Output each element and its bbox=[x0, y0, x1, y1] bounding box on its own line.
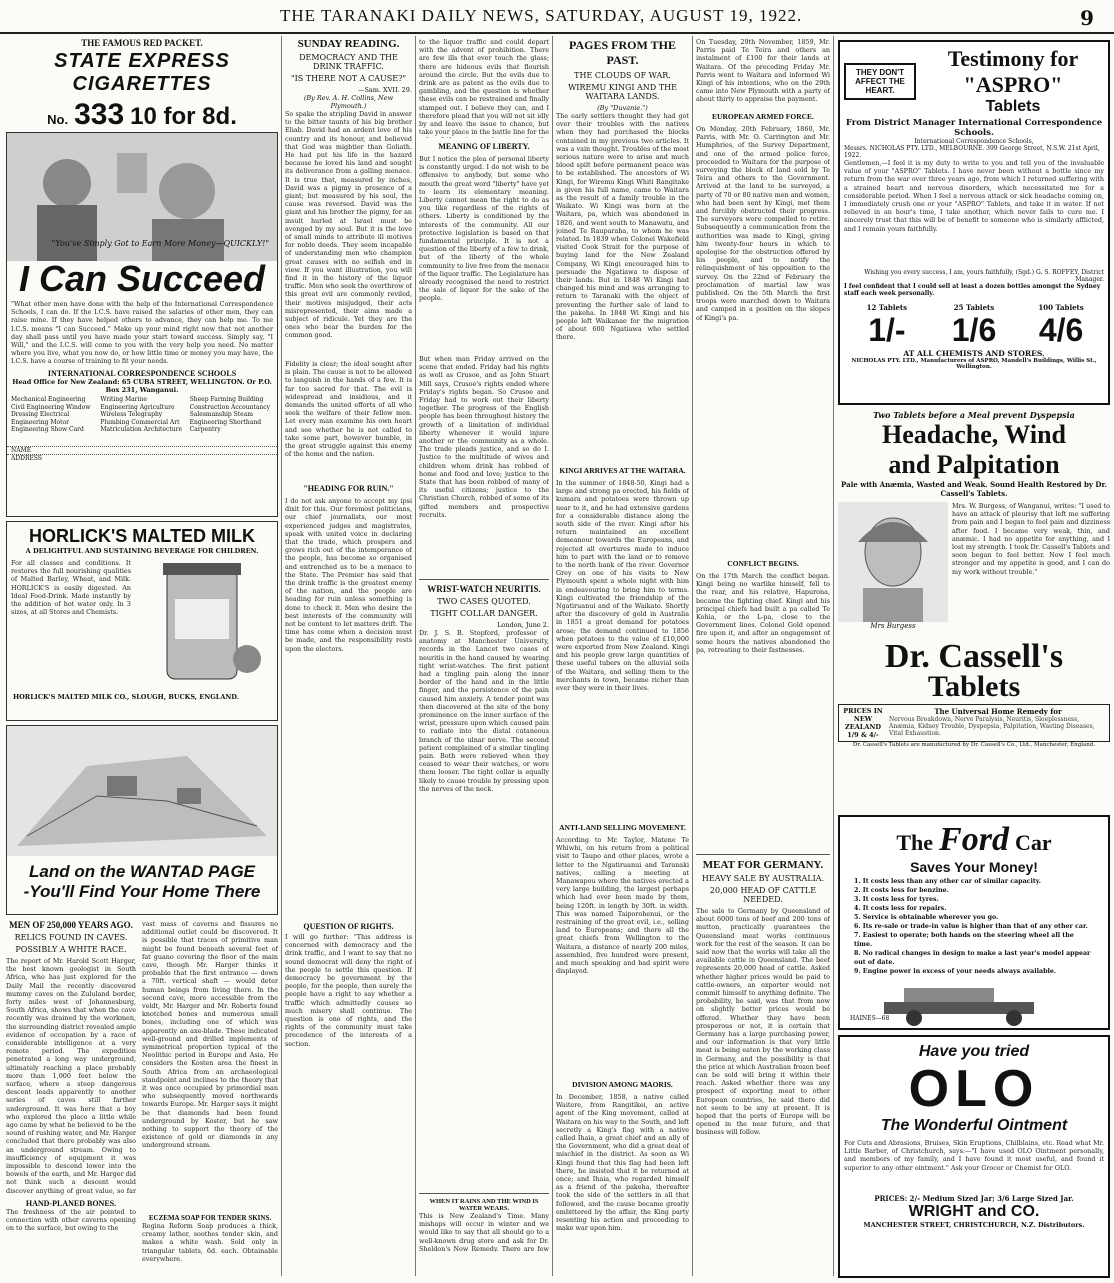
article-subtitle: RELICS FOUND IN CAVES. bbox=[14, 933, 128, 942]
article-title: SUNDAY READING. bbox=[297, 38, 400, 50]
dateline: London, June 2. bbox=[497, 621, 549, 629]
price: 10 for 8d. bbox=[130, 103, 237, 128]
article-body: The sale to Germany by Queensland of about 6000 tons of beef and 200 tons of mutton, practically guarantees the Queensland meat works continuous work for the rest of the season. It can be said now that the works will take all the available cattle in Queensland. The beef represents 20,000 head of cattle. Asked whether higher prices would be paid to cattle-owners, an exporter would not commit himself to anything definite. The probability, he said, was that from now on slightly better prices would be offered. Whether they have been prosperous or not, it is certain that Germany has a large purchasing power, and our information is that very little meat is being eaten by the working class in Germany, and the possibility is that the price at which Australian frozen beef can be sold will bring it within their reach. Asked whether there was any prospect of exporting meat to other European countries, he said there did not seem to be any at present. It is hoped that the ports of Europe will be opened in the near future, and that business will follow. bbox=[696, 907, 830, 1137]
aspro-title: Testimony for "ASPRO" bbox=[947, 46, 1079, 97]
article-subhead: HAND-PLANED BONES. bbox=[25, 1199, 117, 1208]
olo-top: Have you tried bbox=[918, 1043, 1030, 1060]
article-subtitle: TIGHT COLLAR DANGER. bbox=[430, 609, 538, 618]
sunday-reading-article bbox=[285, 38, 412, 920]
olo-prices: PRICES: 2/- Medium Sized Jar; 3/6 Large Sized Jar. bbox=[874, 1194, 1074, 1203]
article-body: Dr. J. S. B. Stopford, professor of anatomy at Manchester University, records in the Lancet two cases of neuritis in the hand caused by wearing tight wrist-watches. The first patient had a tingling pain along the inner border of the hand and in the little finger, and the persistence of the pain caused him anxiety. A tender point was then discovered at the site of the bony prominence on the inner surface of the wrist, pressure upon which caused pain to radiate into the distal cutaneous branch of the ulnar nerve. The second patient complained of a similar tingling pain. Both were relieved when they ceased to wear their watches, or wore them looser. The tight collar is equally likely to cause trouble by pressing upon the nerves of the neck. bbox=[419, 629, 549, 793]
article-subhead: "HEADING FOR RUIN." bbox=[303, 484, 394, 493]
article-body: to the liquor traffic and could depart with the advent of prohibition. There are few ills that ever touch the glass; there are hideous evils that flourish around the circle. But the evils due to drink are as patent as the evils due to gambling, and the question is whether these evils can be restrained and finally stamped out. I believe they can, and I therefore plead that you will not sit idly by and leave the issue to chance, but take your place in the battle line for the bbox=[419, 38, 549, 137]
cassell-prices: PRICES IN NEW ZEALAND 1/9 & 4/- bbox=[843, 707, 883, 739]
eczema-body: Regina Reform Soap produces a thick, creamy lather, soothes tender skin, and makes a white wash. Sold only in triangular tablets, 6d. each. Obtainable everywhere. bbox=[142, 1222, 278, 1262]
ford-points bbox=[844, 875, 1104, 978]
divider bbox=[696, 854, 830, 855]
cassell-testimony: Mrs. W. Burgess, of Wanganui, writes: "I used to have an attack of pleurisy that left me suffering from pain and I began to feel pain and dizziness after food. I became very weak, thin, and anæmic. I had no appetite for anything, and I lost my strength. I took Dr. Cassell's Tablets and soon began to feel better. Now I feel much stronger and my appetite is good, and I can do my work without trouble." bbox=[952, 502, 1110, 576]
article-subtitle: DEMOCRACY AND THE DRINK TRAFFIC. bbox=[299, 53, 398, 71]
wrist-watch-article bbox=[419, 575, 549, 1275]
ford-car: Car bbox=[1014, 830, 1052, 855]
brand-name: STATE EXPRESS CIGARETTES bbox=[54, 50, 230, 95]
ics-form-address[interactable]: ADDRESS bbox=[7, 454, 277, 462]
ford-point: 3. It costs less for tyres. bbox=[854, 896, 939, 903]
ford-brand: Ford bbox=[939, 821, 1009, 858]
article-body: So spake the stripling David in answer to the bitter taunts of his big brother Eliab. David had an ardent love of his country and its honour, and believed that God was mightier than Goliath. He had put his life in the hazard because he loved his land and sought its deliverance from a galling menace. It is true that, measured by inches, David was a pigmy in presence of a giant; but measured by his soul, the cause was reversed. David was the giant and his brother the pigmy, for an insult hurled at Israel must be avenged by my soul. But it is the love of small minds to attribute ill motives for noble deeds. They seem incapable of understanding men who champion great causes with no selfish end in view. If you want illustration, you will find it in the history of the liquor traffic. Men who seek the overthrow of this great evil are commonly reviled, their motives misjudged, their acts misrepresented, their aims made a subject of ridicule. Yet they are the ones who bear the burden for the common good. bbox=[285, 110, 412, 340]
pack-label: 25 Tablets bbox=[953, 303, 995, 312]
aspro-header bbox=[844, 46, 1104, 116]
article-subhead: CONFLICT BEGINS. bbox=[727, 559, 799, 568]
olo-address: MANCHESTER STREET, CHRISTCHURCH, N.Z. Distributors. bbox=[863, 1221, 1085, 1229]
wantad-line2: -You'll Find Your Home There bbox=[23, 882, 261, 901]
aspro-note: I feel confident that I could sell at least a dozen bottles amongst the Sydney staff each week personally. bbox=[844, 283, 1101, 297]
aspro-title-block bbox=[922, 46, 1104, 116]
ford-point: 6. Its re-sale or trade-in value is higher than that of any other car. bbox=[854, 923, 1088, 930]
horlicks-tagline: A DELIGHTFUL AND SUSTAINING BEVERAGE FOR CHILDREN. bbox=[25, 547, 259, 555]
horlicks-jar-icon bbox=[137, 559, 267, 689]
article-subtitle: HEAVY SALE BY AUSTRALIA. bbox=[701, 874, 825, 883]
cassell-footer: Dr. Cassell's Tablets are manufactured by Dr. Cassell's Co., Ltd., Manchester, England. bbox=[852, 742, 1096, 748]
article-body: But I notice the plea of personal liberty is constantly urged. I do not wish to be offensive to anybody, but some who mouth the great word "liberty" have yet to learn its elementary meaning. Liberty cannot mean the right to do as you like regardless of the rights of others. Liberty is conditioned by the interests of the community. All our protective legislation is based on that fundamental principle. It is not a question of the liberty of a few to drink, but of the liberty of the whole community to live free from the menace of the liquor traffic. The Legislature has already recognised the need to restrict the sale of liquor for the sake of the people. bbox=[419, 155, 549, 303]
article-subtitle: WIREMU KINGI AND THE WAITARA LANDS. bbox=[568, 83, 677, 101]
column-rule bbox=[833, 36, 834, 1276]
pack-price: 1/6 bbox=[951, 312, 997, 348]
horlicks-maker: HORLICK'S MALTED MILK CO., SLOUGH, BUCKS, ENGLAND. bbox=[13, 693, 239, 701]
article-body: On Tuesday, 29th November, 1859, Mr. Parris paid Te Teira and others an instalment of £100 for their lands at Waitara. Of the preceding Friday Mr. Parris went to Waitara and informed Wi Kingi of his intentions, who on the 29th came into New Plymouth with a party of about thirty to appraise the payment. bbox=[696, 38, 830, 104]
cassell-content bbox=[838, 502, 1110, 632]
article-subhead: ANTI-LAND SELLING MOVEMENT. bbox=[559, 823, 686, 832]
cassell-universal: The Universal Home Remedy for bbox=[934, 707, 1062, 716]
aspro-tablets: Tablets bbox=[985, 98, 1041, 115]
ford-point: 9. Engine power in excess of your needs always available. bbox=[854, 968, 1057, 975]
aspro-from: From District Manager International Correspondence Schools. bbox=[845, 118, 1103, 138]
aspro-signoff: Wishing you every success, I am, yours faithfully, (Sgd.) G. S. ROFFEY, District Manager. bbox=[864, 269, 1104, 283]
aspro-prices bbox=[844, 303, 1104, 349]
meat-for-germany-article bbox=[696, 850, 830, 1278]
state-express-ad bbox=[6, 38, 278, 128]
ics-schools: INTERNATIONAL CORRESPONDENCE SCHOOLS bbox=[47, 369, 237, 378]
eczema-title: ECZEMA SOAP FOR TENDER SKINS. bbox=[148, 1214, 272, 1222]
ford-point: 2. It costs less for benzine. bbox=[854, 887, 949, 894]
article-subtitle: "IS THERE NOT A CAUSE?" bbox=[290, 74, 407, 83]
article-subtitle: POSSIBLY A WHITE RACE. bbox=[15, 945, 127, 954]
cassell-headline: and Palpitation bbox=[888, 450, 1060, 479]
article-body: On the 17th March the conflict began. Kingi being no warlike himself, fell to the rear, and his relative, Hapurona, became the fighting chief. Kingi and his principal chiefs had built a pa called Te Kohia, or the L-pa, close to the Government lines. Colonel Gold opened fire upon it, and after an engagement of some hours the natives abandoned the pa, retreating to their fastnesses. bbox=[696, 572, 830, 654]
divider bbox=[419, 579, 549, 580]
rain-title: WHEN IT RAINS AND THE WIND IS WATER WEARS. bbox=[429, 1198, 539, 1212]
article-title: WRIST-WATCH NEURITIS. bbox=[427, 584, 541, 594]
article-body: But when man Friday arrived on the scene that ended. Friday had his rights as well as Crusoe, and as John Stuart Mill says, Crusoe's rights ended where Friday's rights began. So Crusoe and Friday had to work out their liberty together. The progress of the English people has been throughout history the growth of a limitation of individual liberty whenever it would injure another or the community as a whole. The trade pleads justice, and so do I. Justice to the multitude of wives and children whom drink has robbed of home and food and love; justice to the State that has been robbed of many of its useful citizens; justice to the Christian Church, robbed of some of its gifted members and prospective recruits. bbox=[419, 355, 549, 519]
dr-cassells-ad bbox=[838, 410, 1110, 810]
article-title: MEN OF 250,000 YEARS AGO. bbox=[9, 920, 133, 930]
ford-point: 5. Service is obtainable wherever you go. bbox=[854, 914, 999, 921]
column-rule bbox=[692, 36, 693, 1276]
masthead-title: THE TARANAKI DAILY NEWS, SATURDAY, AUGUST 19, 1922. bbox=[280, 6, 803, 25]
ics-courses: Mechanical Engineering Civil Engineering Window Dressing Electrical Engineering Motor Engineering Show Card Writing Marine Engineering Agriculture Wireless Telegraphy Plumbing Commercial Art Matriculation Architecture Sheep Farming Building Construction Accountancy Salesmanship Steam Engineering Shorthand Carpentry bbox=[11, 396, 271, 434]
aspro-school: International Correspondence Schools, bbox=[914, 138, 1034, 145]
olo-name: OLO bbox=[908, 1060, 1040, 1118]
article-body: Fidelity is clear; the ideal sought after is plain. The cause is not to be allowed to languish in the hands of a few. It is far too sacred for that. The evil is widespread and insidious, and it demands the united efforts of all who seek the welfare of their fellow men. Let every man examine his own heart and see whether he is not called to take some part, however humble, in the great struggle against this enemy of the home and the nation. bbox=[285, 360, 412, 459]
article-subhead: QUESTION OF RIGHTS. bbox=[303, 922, 394, 931]
aspro-box: THEY DON'T AFFECT THE HEART. bbox=[844, 63, 916, 100]
ford-point: 7. Easiest to operate; both hands on the steering wheel all the time. bbox=[854, 932, 1074, 948]
column-rule bbox=[552, 36, 553, 1276]
cassell-portrait bbox=[838, 502, 948, 632]
article-subhead: KINGI ARRIVES AT THE WAITARA. bbox=[559, 466, 686, 475]
article-subhead: EUROPEAN ARMED FORCE. bbox=[712, 112, 814, 121]
cassell-headline: Headache, Wind bbox=[882, 420, 1066, 449]
horlicks-content bbox=[7, 555, 277, 693]
pack-label: 12 Tablets bbox=[866, 303, 908, 312]
horlicks-ad bbox=[6, 521, 278, 721]
ics-quote: "You've Simply Got to Earn More Money—QUICKLY!" bbox=[51, 239, 269, 248]
pack-price: 4/6 bbox=[1038, 312, 1084, 348]
article-body: I will go further: "This address is concerned with democracy and the drink traffic, and I want to say that no sound democrat will deny the right of the people to settle this question. If democracy be government by the people, for the people, then surely the people have a right to say whether a traffic which admittedly causes so much misery shall continue. The question is one of rights, and the rights of the community must take precedence of the interests of a section. bbox=[285, 933, 412, 1048]
ford-point: 8. No radical changes in design to make a last year's model appear out of date. bbox=[854, 950, 1091, 966]
article-body: In the summer of 1848-50, Kingi had a large and strong pa erected, his fields of kumara and potatoes were thrown up near to it, and he had extensive gardens for a considerable distance along the south side of the river. Kingi after his return maintained an excellent demeanour towards the Europeans, and rejected all overtures made to induce him to part with the land or to remove to the north bank of the river. Governor Grey on one of his visits to New Plymouth spent a whole night with him in endeavouring to bring him to terms. Kingi cultivated the friendship of the Ngatiruanui and of the Waikato. Shortly after the discovery of gold in Australia in 1851 a great demand for potatoes arose; the demand continued to 1856 when potatoes to the value of £10,000 were exported from New Zealand. Kingi and his people grew large quantities of these useful tubers on the alluvial soils of the Waitara, and selling them to the merchants in town, became richer than ever they were in their lives. bbox=[556, 479, 689, 693]
masthead bbox=[0, 0, 1114, 34]
column-rule bbox=[281, 36, 282, 1276]
column-rule bbox=[415, 36, 416, 1276]
divider bbox=[419, 1193, 549, 1194]
pack-price: 1/- bbox=[868, 312, 906, 348]
cassell-remedies-block bbox=[889, 707, 1107, 739]
aspro-address: Messrs. NICHOLAS PTY. LTD., MELBOURNE. 399 George Street, N.S.W. 21st April, 1922. bbox=[844, 145, 1100, 159]
ford-the: The bbox=[896, 830, 934, 855]
cassell-remedies: Nervous Breakdown, Nerve Paralysis, Neuritis, Sleeplessness, Anæmia, Kidney Trouble, Dyspepsia, Palpitation, Wasting Diseases, Vital Exhaustion. bbox=[889, 716, 1095, 737]
ford-ad bbox=[838, 815, 1110, 1030]
aspro-chemists: AT ALL CHEMISTS AND STORES. bbox=[903, 349, 1045, 358]
wantad-line1: Land on the WANTAD PAGE bbox=[28, 862, 256, 881]
men250k-article bbox=[6, 920, 136, 1278]
article-subhead: MEANING OF LIBERTY. bbox=[438, 142, 530, 151]
portrait-label: Mrs Burgess bbox=[870, 622, 916, 630]
article-subhead: DIVISION AMONG MAORIS. bbox=[572, 1080, 673, 1089]
byline: (By "Duvanie.") bbox=[597, 104, 648, 112]
olo-body: For Cuts and Abrasions, Bruises, Skin Eruptions, Chilblains, etc. Read what Mr. Little Barber, of Christchurch, says:—"I have used OLO Ointment personally, and members of my family, and I have found it most useful, and found it superior to any other ointment." Ask your Grocer or Chemist for OLO. bbox=[844, 1139, 1104, 1172]
ford-point: 4. It costs less for repairs. bbox=[854, 905, 947, 912]
men250k-continued bbox=[142, 920, 278, 1278]
aspro-maker: NICHOLAS PTY. LTD., Manufacturers of ASPRO, Mandell's Buildings, Willis St., Wellington. bbox=[851, 358, 1097, 370]
article-subtitle: THE CLOUDS OF WAR. bbox=[574, 71, 671, 80]
aspro-ad bbox=[838, 40, 1110, 405]
number-label: No. bbox=[47, 112, 69, 127]
ics-office: Head Office for New Zealand: 65 CUBA STREET, WELLINGTON. Or P.O. Box 231, Wanganui. bbox=[12, 378, 272, 394]
ics-headline: I Can Succeed bbox=[18, 258, 266, 299]
pages-from-past-article bbox=[556, 38, 689, 1278]
olo-ad bbox=[838, 1035, 1110, 1278]
olo-tagline: The Wonderful Ointment bbox=[880, 1117, 1068, 1134]
cassell-brand2: Tablets bbox=[927, 670, 1021, 703]
ford-tagline: Saves Your Money! bbox=[910, 859, 1038, 875]
aspro-pack bbox=[844, 303, 930, 349]
pack-label: 100 Tablets bbox=[1038, 303, 1084, 312]
cassell-subhead: Pale with Anæmia, Wasted and Weak. Sound Health Restored by Dr. Cassell's Tablets. bbox=[841, 480, 1107, 498]
cassell-top: Two Tablets before a Meal prevent Dyspepsia bbox=[873, 410, 1075, 420]
ics-ad bbox=[6, 132, 278, 517]
article-body: The early settlers thought they had got over their troubles with the natives when they had purchased the blocks contained in my previous two articles. It was a vain thought. Troubles of the most serious nature were to arise and much blood spilt before permanent peace was to be established. The ancestors of Wi Kingi, for Wiremu Kingi Whiti Rangitake is given his full name, came to Waitara as the result of a family trouble in the Waikato. Wi Kingi was born at the Waitara, pa, which was abandoned in 1826, and went south to Manawatu, and joined Te Rauparaha, to whom he was related. In 1839 when Colonel Wakefield visited Cook Strait for the purpose of buying land for the New Zealand Company, Wi Kingi encouraged him to persuade the Ngatiawa to dispose of their lands. But in 1848 Wi Kingi had changed his mind and was arranging to return to Taranaki with the object of preventing the further sale of land to the pakeha. In 1848 Wi Kingi and his people left Waikanae for the migration of about 600 Ngatiawa who settled there. bbox=[556, 112, 689, 342]
ics-form-name[interactable]: NAME bbox=[7, 446, 277, 454]
article-body: The report of Mr. Harold Scott Harger, the best known geologist in South Africa, who has just explored for the Daily Mail the recently discovered mummy caves on the Zululand border, forty miles west of Johannesburg, South Africa, shows that when the cave recently was drained by the workmen, the surrounding district revealed ample evidence of occupation by a race of considerable intelligence at a very remote period. The expedition penetrated a long way underground, ultimately reaching a place probably more than 1,000 feet below the surface, where a steep dangerous descent leads apparently to another series of caves still farther underground. It was here that a boy who explored the place a little while ago came by what he believed to be the sound of rushing water, and Mr. Harger concluded that there probably was also an underground stream. Owing to insufficiency of equipment it was impossible to descend lower into the bowels of the earth, and Mr. Harger did not think such a descent would discover anything of great value, so far bbox=[6, 957, 136, 1195]
sunday-reading-col3 bbox=[419, 38, 549, 573]
article-body: The freshness of the air pointed to connection with other caverns opening on to the surface, but owing to the bbox=[6, 1208, 136, 1233]
article-body: In December, 1858, a native called Waitere, from Rangitikei, an active agent of the King movement, called at Waitara on his way to the South, and left secretly a King's flag with a native called Ihaia, a great chief and an ally of the Government, who did a great deal of mischief in the district. As soon as Wi Kingi found that this flag had been left there, he insisted that it be returned at once; and Ihaia, who regarded himself as a friend of the pakeha, thereafter took the side of the settlers in all that followed, and the cause became greatly embittered by the affair, the King party resenting his action and proceeding to make war upon him. bbox=[556, 1093, 689, 1233]
ford-point: 1. It costs less than any other car of similar capacity. bbox=[854, 878, 1041, 885]
pages-from-past-continued bbox=[696, 38, 830, 848]
article-title: PAGES FROM THE PAST. bbox=[569, 38, 676, 67]
aspro-pack bbox=[1018, 303, 1104, 349]
article-body: vast mass of caverns and fissures no additional outlet could be discovered. It is possible that traces of primitive man might be found beneath several feet of fat guano covering the floor of the main cave, though Mr. Harger thinks it probable that the first entrance — down a 70ft. vertical shaft — would deter human beings from living there. In the second cave, more accessible from the veldt, Mr. Harger and Mr. Roberts found knotched bones and numerous small bones, including one of which was apparently an axe-blade. These indicated well-ground and drilled implements of symmetrical proportion typical of the Neolithic period in Europe and Asia. He considers the Kosten area the finest in South Africa from an archaeological standpoint and inclines to the theory that it was once occupied by primordial man who subsequently moved northwards towards Europe. Mr. Harger says it might be that diamonds had been found underground by Koster, but he saw nothing to support the theory of the existence of gold or diamonds in any underground stream. bbox=[142, 920, 278, 1150]
aspro-body: Gentlemen,—I feel it is my duty to write to you and tell you of the invaluable value of your "ASPRO" Tablets. I have never been without a bottle since my return from the war over three years ago, from which I returned suffering with a strained heart and nervous disorders, which necessitated me for a considerable period. When I feel a nervous attack or sick headache coming on, I immediately crush one or your "ASPRO" Tablets, and take it in water. If not relieved in an hour's time, I take another, which never fails to cure me. I sincerely trust that this will be of benefit to someone who is similarly afflicted, and I remain yours faithfully. bbox=[844, 159, 1104, 233]
page-number: 9 bbox=[1080, 6, 1094, 30]
horlicks-title: HORLICK'S MALTED MILK bbox=[29, 526, 255, 546]
olo-maker: WRIGHT and CO. bbox=[908, 1203, 1040, 1220]
ford-maker: HAINES—68 bbox=[850, 1015, 890, 1022]
ford-title-row bbox=[844, 821, 1104, 859]
article-subtitle: 20,000 HEAD OF CATTLE NEEDED. bbox=[709, 886, 817, 904]
brand-number: 333 bbox=[74, 98, 125, 128]
article-body: I do not ask anyone to accept my ipsi dixit for this. Our foremost politicians, our chief journalists, our most experienced judges and magistrates, speak with united voice in declaring that the trade, which prospers and grows rich out of the intemperance of the people, has become so organised and entrenched as to be a menace to the State. The Premier has said that the drink traffic is the greatest enemy of the nation, and the people are heading for ruin unless something is done to check it. Men who desire the best interests of the community will not be content to let matters drift. The time has come when a decision must be made, and the responsibility rests upon the electors. bbox=[285, 497, 412, 653]
horlicks-body: For all classes and conditions. It restores the full nourishing qualities of Malted Barley, Wheat, and Milk. HORLICK'S is easily digested. An Ideal Food-Drink. Made instantly by the addition of hot water only. In 3 sizes, at all Stores and Chemists. bbox=[11, 559, 131, 617]
woman-portrait-icon bbox=[838, 502, 948, 622]
byline: (By Rev. A. H. Collins, New Plymouth.) bbox=[303, 94, 394, 110]
sunday-reading-continued bbox=[285, 920, 412, 1278]
price-row bbox=[6, 98, 278, 128]
aspro-pack bbox=[931, 303, 1017, 349]
cassell-bottom bbox=[838, 704, 1110, 742]
ics-body: "What other men have done with the help of the International Correspondence Schools, I can do. If the I.C.S. have raised the salaries of other men, they can raise mine. If they have helped others to advance, they can help me. To me I.C.S. means "I can Succeed." Make up your mind right now that not another day shall pass until you have made your start toward success. Simply say, "I Will," and the I.C.S. will come to you with the very help you need. No matter where you live, what you now do, or how little time or money you may have, the I.C.S. have a course of training to fit your needs. bbox=[11, 300, 276, 366]
rain-body: This is New Zealand's Time. Many mishaps will occur in winter and we would like to say that all should go to a well-known drug store and ask for Dr. Sheldon's Now Remedy. There are few bbox=[419, 1212, 549, 1252]
article-body: On Monday, 20th February, 1860, Mr. Parris, with Mr. O. Carrington and Mr. Humphries, of the Survey Department, and one of the armed police force, proceeded to Waitara for the purpose of surveying the block of land sold by Te Teira and others to the Government. Arrived at the land to be surveyed, a party of 70 or 80 native men and women, who had been sent by Kingi, met them and forcibly obstructed their progress. The surveyors were compelled to retire. Subsequently a communication from the authorities was made to Kingi, giving him twenty-four hours in which to apologise for the obstruction offered by his people, and to notify the relinquishment of his opposition to the survey. On the 22nd of February the proclamation of martial law was published. On the 5th March the first troops were marched down to Waitara and camped in a position on the slopes of Kingi's pa. bbox=[696, 125, 830, 322]
cassell-brand: Dr. Cassell's bbox=[884, 638, 1064, 675]
scripture-ref: —Sam. XVII. 29. bbox=[357, 86, 412, 94]
map-illustration-icon bbox=[7, 726, 277, 856]
ad-header: THE FAMOUS RED PACKET. bbox=[81, 38, 203, 48]
article-subtitle: TWO CASES QUOTED. bbox=[437, 597, 531, 606]
article-body: According to Mr. Taylor, Matene Te Whiwhi, on his return from a political visit to Taupo and other places, wrote a letter to the Ngatiruanui and Taranaki natives, calling a meeting at Manawapou where the natives erected a very large building, the largest perhaps which had ever been made by them, being 120ft. in length by 30ft. in width. This was named Taiporohenui, or the restraining of the great evil, i.e., selling land to Europeans; and there all the great chiefs from Wellington to the Waitara, a distance of nearly 200 miles, assembled, five hundred were present, and much speaking and bad spirit were displayed. bbox=[556, 836, 689, 976]
article-title: MEAT FOR GERMANY. bbox=[702, 859, 824, 871]
wantad-ad bbox=[6, 725, 278, 915]
